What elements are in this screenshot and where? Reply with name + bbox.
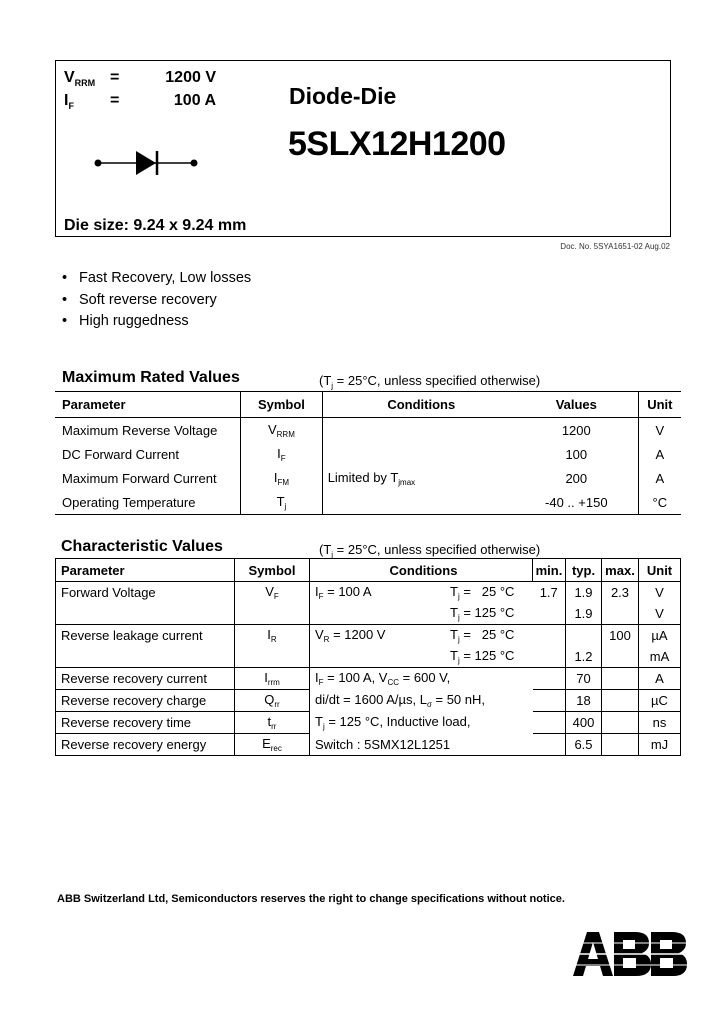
col-header-max: max. xyxy=(602,559,639,582)
table-row xyxy=(55,442,681,466)
cond-main: T xyxy=(315,714,323,729)
cond-post: = 100 A xyxy=(323,584,372,599)
cell-conditions xyxy=(322,418,515,443)
col-header-typ: typ. xyxy=(566,559,602,582)
cond-sub: σ xyxy=(426,700,432,709)
cell-conditions: Switch : 5SMX12L1251 xyxy=(310,734,533,756)
table-header-row xyxy=(55,392,681,418)
cell-unit: µC xyxy=(639,690,681,712)
cell-parameter: Reverse recovery charge xyxy=(56,690,235,712)
spec-if-value: 100 A xyxy=(173,92,216,109)
tj-main: T xyxy=(450,584,458,599)
cell-unit: mJ xyxy=(639,734,681,756)
cell-typ: 1.9 xyxy=(566,582,602,604)
spec-if-subscript: F xyxy=(68,101,74,112)
symbol-main: I xyxy=(267,627,271,642)
cell-max xyxy=(602,646,639,668)
cell-symbol xyxy=(235,734,310,756)
col-header-conditions: Conditions xyxy=(310,559,533,582)
cell-unit: V xyxy=(639,582,681,604)
cell-max xyxy=(602,734,639,756)
cell-conditions xyxy=(310,712,533,734)
cell-unit: A xyxy=(639,668,681,690)
cell-conditions xyxy=(322,466,515,490)
cell-typ: 400 xyxy=(566,712,602,734)
cell-parameter: Forward Voltage xyxy=(56,582,235,604)
cell-parameter: Maximum Reverse Voltage xyxy=(62,422,218,438)
cell-parameter: Operating Temperature xyxy=(55,490,241,515)
cell-parameter: Maximum Forward Current xyxy=(62,470,217,486)
max-rated-conditions xyxy=(319,373,540,391)
cell-symbol xyxy=(235,582,310,604)
table-row xyxy=(56,625,681,647)
cond-mid: = 100 A, V xyxy=(323,670,388,686)
cell-conditions xyxy=(310,625,533,647)
col-header-parameter: Parameter xyxy=(55,392,241,418)
table-row xyxy=(55,418,681,443)
col-header-min: min. xyxy=(533,559,566,582)
cell-typ: 6.5 xyxy=(566,734,602,756)
symbol-sub: F xyxy=(280,453,286,463)
cell-unit: mA xyxy=(639,646,681,668)
tj-post: = 125 °C xyxy=(459,605,515,620)
cell-min xyxy=(533,625,566,647)
cell-symbol xyxy=(241,418,323,443)
cond-post: = 125 °C, Inductive load, xyxy=(324,714,471,729)
col-header-symbol: Symbol xyxy=(235,559,310,582)
cond-post: = 1200 V xyxy=(329,627,386,642)
feature-item: • Soft reverse recovery xyxy=(62,292,217,308)
cond-suffix: = 25°C, unless specified otherwise) xyxy=(333,542,541,557)
product-type: Diode-Die xyxy=(289,83,397,109)
cond-prefix: (T xyxy=(319,373,332,388)
cell-unit: V xyxy=(639,603,681,625)
col-header-conditions: Conditions xyxy=(322,392,515,418)
spec-vrrm-eq: = xyxy=(110,69,120,86)
cell-parameter: Reverse leakage current xyxy=(56,625,235,647)
cell-unit: A xyxy=(638,466,681,490)
symbol-main: Q xyxy=(264,692,275,707)
cell-parameter: DC Forward Current xyxy=(62,446,180,462)
cell-symbol xyxy=(235,690,310,712)
tj-sub: j xyxy=(457,635,460,644)
characteristic-table xyxy=(55,558,681,756)
cell-symbol xyxy=(241,490,323,515)
cell-conditions xyxy=(310,668,533,690)
table-row xyxy=(56,603,681,625)
cond-main: Limited by T xyxy=(327,469,399,485)
cell-parameter xyxy=(56,646,235,668)
cell-conditions xyxy=(322,490,515,515)
max-rated-table xyxy=(55,391,681,515)
table-row xyxy=(56,582,681,604)
cell-max xyxy=(602,690,639,712)
cond-main: di/dt = 1600 A/µs, L xyxy=(315,692,427,707)
cell-max xyxy=(602,712,639,734)
cell-typ: 1.9 xyxy=(566,603,602,625)
cell-min: 1.7 xyxy=(533,582,566,604)
symbol-sub: F xyxy=(273,592,279,601)
cell-unit: V xyxy=(638,418,681,443)
cell-value: 100 xyxy=(565,446,588,462)
feature-text: High ruggedness xyxy=(79,313,189,329)
cond-main: I xyxy=(315,670,319,686)
cell-typ: 1.2 xyxy=(566,646,602,668)
symbol-main: V xyxy=(267,421,277,437)
cell-symbol xyxy=(235,712,310,734)
tj-sub: j xyxy=(457,613,460,622)
col-header-parameter: Parameter xyxy=(56,559,235,582)
cond-sub: jmax xyxy=(398,477,416,487)
cell-value: 1200 xyxy=(561,422,591,438)
cell-unit: ns xyxy=(639,712,681,734)
die-size: Die size: 9.24 x 9.24 mm xyxy=(64,217,247,234)
cond-subscript: j xyxy=(331,550,334,560)
cell-symbol xyxy=(235,625,310,647)
cond-prefix: (T xyxy=(319,542,332,557)
cell-unit: A xyxy=(638,442,681,466)
cell-symbol xyxy=(235,646,310,668)
cell-symbol xyxy=(235,668,310,690)
diode-symbol-icon xyxy=(92,147,202,179)
cell-symbol xyxy=(241,442,323,466)
cell-min xyxy=(533,646,566,668)
symbol-sub: RRM xyxy=(276,429,295,439)
cell-min xyxy=(533,712,566,734)
cell-max: 100 xyxy=(602,625,639,647)
cell-typ: 70 xyxy=(566,668,602,690)
table-row xyxy=(56,712,681,734)
feature-item: • High ruggedness xyxy=(62,313,189,329)
cell-unit: µA xyxy=(639,625,681,647)
cond-sub: j xyxy=(322,722,325,731)
symbol-sub: rrm xyxy=(267,678,280,687)
cell-max: 2.3 xyxy=(602,582,639,604)
col-header-unit: Unit xyxy=(639,559,681,582)
tj-main: T xyxy=(450,648,458,663)
symbol-main: E xyxy=(262,736,271,751)
cell-max xyxy=(602,603,639,625)
feature-text: Soft reverse recovery xyxy=(79,292,217,308)
symbol-sub: rr xyxy=(274,700,280,709)
feature-text: Fast Recovery, Low losses xyxy=(79,270,252,286)
symbol-main: T xyxy=(276,493,285,509)
cell-symbol xyxy=(235,603,310,625)
part-number: 5SLX12H1200 xyxy=(288,125,506,163)
cell-max xyxy=(602,668,639,690)
cell-min xyxy=(533,734,566,756)
cell-parameter: Reverse recovery time xyxy=(56,712,235,734)
cell-min xyxy=(533,668,566,690)
cell-value: -40 .. +150 xyxy=(515,490,638,515)
tj-main: T xyxy=(450,605,458,620)
abb-logo xyxy=(573,932,687,976)
cell-value: 200 xyxy=(565,470,588,486)
cell-parameter xyxy=(56,603,235,625)
tj-sub: j xyxy=(457,592,460,601)
disclaimer: ABB Switzerland Ltd, Semiconductors reserves the right to change specifications without notice. xyxy=(57,893,565,905)
symbol-main: V xyxy=(265,584,274,599)
cell-typ xyxy=(566,625,602,647)
characteristic-title: Characteristic Values xyxy=(61,538,223,555)
symbol-sub: rr xyxy=(271,722,277,731)
table-row xyxy=(55,466,681,490)
cond-sub: F xyxy=(318,592,324,601)
symbol-sub: j xyxy=(284,501,287,511)
cond-sub: R xyxy=(323,635,330,644)
cell-symbol xyxy=(241,466,323,490)
cell-conditions xyxy=(322,442,515,466)
symbol-main: I xyxy=(264,670,268,685)
symbol-main: I xyxy=(273,469,278,485)
tj-main: T xyxy=(450,627,458,642)
table-row xyxy=(56,668,681,690)
cond-main: I xyxy=(315,584,319,599)
table-row xyxy=(55,490,681,515)
cell-unit: °C xyxy=(638,490,681,515)
spec-vrrm-subscript: RRM xyxy=(74,78,96,89)
spec-if-symbol: I xyxy=(64,92,69,109)
col-header-symbol: Symbol xyxy=(241,392,323,418)
table-header-row xyxy=(56,559,681,582)
cell-min xyxy=(533,603,566,625)
cond-post: = 600 V, xyxy=(399,670,451,686)
col-header-values: Values xyxy=(515,392,638,418)
table-row xyxy=(56,690,681,712)
cell-conditions xyxy=(310,603,533,625)
tj-post: = 25 °C xyxy=(459,584,515,599)
spec-vrrm-symbol: V xyxy=(64,69,75,86)
max-rated-title: Maximum Rated Values xyxy=(62,369,240,386)
col-header-unit: Unit xyxy=(638,392,681,418)
symbol-sub: FM xyxy=(277,477,290,487)
symbol-main: I xyxy=(277,445,281,461)
spec-vrrm-value: 1200 V xyxy=(165,69,216,86)
table-row xyxy=(56,646,681,668)
header-box xyxy=(55,60,671,237)
cond-post: = 50 nH, xyxy=(431,692,485,707)
cell-parameter: Reverse recovery current xyxy=(56,668,235,690)
cell-conditions xyxy=(310,646,533,668)
table-row xyxy=(56,734,681,756)
cond-subscript: j xyxy=(331,381,334,391)
symbol-sub: R xyxy=(270,635,277,644)
cond-suffix: = 25°C, unless specified otherwise) xyxy=(333,373,541,388)
symbol-main: t xyxy=(267,714,272,729)
cond-main: V xyxy=(315,627,324,642)
cell-typ: 18 xyxy=(566,690,602,712)
cell-conditions xyxy=(310,582,533,604)
cell-conditions xyxy=(310,690,533,712)
tj-sub: j xyxy=(457,656,460,665)
feature-item: • Fast Recovery, Low losses xyxy=(62,270,252,286)
cond-sub: F xyxy=(318,678,324,688)
spec-if-eq: = xyxy=(110,92,120,109)
cell-parameter: Reverse recovery energy xyxy=(56,734,235,756)
tj-post: = 125 °C xyxy=(459,648,515,663)
cond-sub2: CC xyxy=(387,678,400,688)
cell-min xyxy=(533,690,566,712)
document-number: Doc. No. 5SYA1651-02 Aug.02 xyxy=(560,242,670,251)
characteristic-conditions xyxy=(319,542,540,560)
symbol-sub: rec xyxy=(270,744,282,753)
tj-post: = 25 °C xyxy=(459,627,515,642)
